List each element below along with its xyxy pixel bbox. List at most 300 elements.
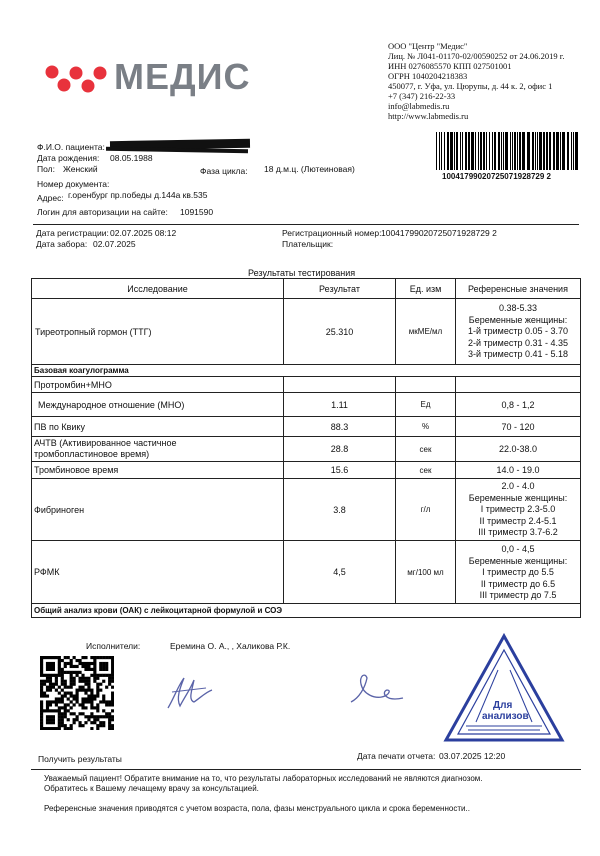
rfmk-ref-line: III триместр до 7.5 — [479, 590, 557, 600]
qr-module — [64, 709, 67, 712]
fibrinogen-ref-line: 2.0 - 4.0 — [501, 481, 535, 491]
qr-module — [58, 700, 61, 703]
qr-module — [58, 709, 61, 712]
barcode-bar — [553, 132, 555, 170]
qr-module — [58, 718, 61, 721]
qr-module — [55, 680, 58, 683]
company-email: info@labmedis.ru — [388, 101, 450, 111]
signature-1-image — [160, 668, 220, 714]
qr-module — [52, 709, 55, 712]
qr-module — [67, 727, 70, 730]
barcode-bar — [454, 132, 455, 170]
thrombin-unit: сек — [419, 465, 432, 475]
qr-module — [90, 692, 93, 695]
qr-module — [90, 700, 93, 703]
aptt-unit: сек — [419, 444, 432, 454]
section-cbc: Общий анализ крови (ОАК) с лейкоцитарной формулой и СОЭ — [34, 606, 283, 615]
qr-module — [61, 694, 64, 697]
qr-module — [78, 659, 81, 662]
barcode-image — [436, 132, 578, 170]
qr-module — [40, 686, 43, 689]
qr-module — [43, 709, 46, 712]
qr-module — [49, 709, 52, 712]
qr-module — [111, 659, 114, 662]
qr-module — [93, 662, 96, 665]
barcode-bar — [575, 132, 578, 170]
qr-module — [61, 721, 64, 724]
company-logo-text: МЕДИС — [114, 56, 251, 97]
qr-module — [87, 697, 90, 700]
tsh-ref-line: Беременные женщины: — [468, 314, 568, 325]
qr-module — [67, 703, 70, 706]
qr-module — [70, 712, 73, 715]
header-reference: Референсные значения — [468, 283, 568, 294]
qr-module — [93, 680, 96, 683]
qr-module — [105, 674, 108, 677]
qr-module — [58, 671, 61, 674]
barcode-bar — [456, 132, 458, 170]
qr-module — [73, 721, 76, 724]
qr-module — [58, 686, 61, 689]
qr-module — [52, 721, 55, 724]
fibrinogen-ref-line: I триместр 2.3-5.0 — [480, 504, 556, 514]
reg-date-label: Дата регистрации: — [36, 228, 109, 238]
rfmk-ref-line: Беременные женщины: — [468, 555, 568, 566]
qr-module — [102, 694, 105, 697]
qr-module — [46, 662, 49, 665]
qr-module — [81, 674, 84, 677]
rfmk-name: РФМК — [34, 567, 60, 577]
qr-module — [52, 727, 55, 730]
qr-code-image[interactable] — [40, 656, 114, 730]
qr-module — [111, 694, 114, 697]
qr-module — [111, 727, 114, 730]
qr-module — [46, 689, 49, 692]
thrombin-name: Тромбиновое время — [34, 465, 119, 475]
qr-module — [52, 668, 55, 671]
barcode-bar — [573, 132, 574, 170]
barcode-bar — [468, 132, 470, 170]
qr-module — [73, 712, 76, 715]
barcode-bar — [465, 132, 467, 170]
qr-module — [93, 671, 96, 674]
qr-module — [76, 692, 79, 695]
qr-module — [108, 683, 111, 686]
qr-module — [49, 656, 52, 659]
barcode-bar — [460, 132, 461, 170]
reg-number-value: 10041799020725071928729 2 — [381, 228, 497, 238]
qr-module — [76, 715, 79, 718]
qr-module — [55, 656, 58, 659]
qr-module — [90, 712, 93, 715]
rfmk-unit: мг/100 мл — [407, 567, 444, 577]
qr-module — [73, 677, 76, 680]
qr-module — [61, 715, 64, 718]
qr-module — [102, 680, 105, 683]
qr-module — [52, 656, 55, 659]
inr-ref: 0,8 - 1,2 — [501, 399, 535, 410]
patient-doc-label: Номер документа: — [37, 179, 110, 189]
qr-module — [78, 721, 81, 724]
qr-module — [90, 715, 93, 718]
qr-module — [102, 662, 105, 665]
qr-module — [96, 689, 99, 692]
qr-module — [102, 674, 105, 677]
qr-module — [108, 700, 111, 703]
qr-module — [46, 686, 49, 689]
qr-module — [84, 697, 87, 700]
qr-module — [58, 662, 61, 665]
qr-module — [84, 721, 87, 724]
thrombin-value: 15.6 — [330, 465, 349, 475]
qr-module — [40, 689, 43, 692]
qr-module — [87, 700, 90, 703]
qr-module — [87, 665, 90, 668]
qr-module — [99, 665, 102, 668]
qr-module — [99, 668, 102, 671]
qr-module — [96, 703, 99, 706]
qr-module — [87, 715, 90, 718]
qr-module — [84, 692, 87, 695]
qr-module — [105, 668, 108, 671]
qr-module — [52, 665, 55, 668]
qr-module — [81, 662, 84, 665]
qr-module — [55, 727, 58, 730]
qr-module — [102, 700, 105, 703]
stamp-text-1: Для — [493, 700, 513, 711]
qr-module — [49, 677, 52, 680]
patient-birth-value: 08.05.1988 — [110, 153, 153, 163]
notice-line-1: Уважаемый пациент! Обратите внимание на то, что результаты лабораторных исследований не являются диагнозом. — [44, 774, 483, 783]
patient-address-value: г.оренбург пр.победы д.144а кв.535 — [68, 190, 208, 200]
qr-module — [49, 680, 52, 683]
notice-line-3: Референсные значения приводятся с учетом возраста, пола, фазы менструального цикла и срока беременности.. — [44, 804, 470, 813]
qr-module — [70, 665, 73, 668]
patient-address-label: Адрес: — [37, 193, 64, 203]
qr-module — [99, 700, 102, 703]
barcode-bar — [478, 132, 479, 170]
qr-module — [49, 683, 52, 686]
qr-module — [40, 665, 43, 668]
collect-date-label: Дата забора: — [36, 239, 88, 249]
qr-module — [43, 680, 46, 683]
qr-caption: Получить результаты — [38, 754, 122, 764]
qr-module — [64, 662, 67, 665]
qr-module — [111, 715, 114, 718]
qr-module — [84, 715, 87, 718]
qr-module — [90, 703, 93, 706]
qr-module — [43, 674, 46, 677]
qr-module — [40, 712, 43, 715]
qr-module — [87, 718, 90, 721]
qr-module — [90, 656, 93, 659]
barcode-bar — [462, 132, 463, 170]
qr-module — [55, 709, 58, 712]
qr-module — [84, 662, 87, 665]
qr-module — [58, 715, 61, 718]
qr-module — [108, 721, 111, 724]
qr-module — [55, 677, 58, 680]
qr-module — [90, 662, 93, 665]
qr-module — [49, 662, 52, 665]
barcode-bar — [535, 132, 536, 170]
qr-module — [81, 680, 84, 683]
stamp-text-2: анализов — [482, 711, 529, 722]
qr-module — [105, 703, 108, 706]
qr-module — [58, 724, 61, 727]
qr-module — [111, 674, 114, 677]
qr-module — [40, 680, 43, 683]
qr-module — [52, 686, 55, 689]
qr-module — [102, 721, 105, 724]
qr-module — [61, 697, 64, 700]
qr-module — [102, 697, 105, 700]
qr-module — [111, 697, 114, 700]
barcode-bar — [439, 132, 440, 170]
qr-module — [96, 677, 99, 680]
qr-module — [43, 694, 46, 697]
qr-module — [49, 727, 52, 730]
quick-unit: % — [421, 422, 430, 431]
qr-module — [67, 656, 70, 659]
qr-module — [46, 656, 49, 659]
qr-module — [61, 724, 64, 727]
qr-module — [58, 727, 61, 730]
barcode-bar — [486, 132, 487, 170]
qr-module — [70, 700, 73, 703]
qr-module — [40, 668, 43, 671]
qr-module — [102, 724, 105, 727]
barcode-bar — [532, 132, 534, 170]
qr-module — [90, 689, 93, 692]
qr-module — [67, 697, 70, 700]
qr-module — [99, 715, 102, 718]
qr-module — [40, 727, 43, 730]
qr-module — [84, 668, 87, 671]
header-unit: Ед. изм — [409, 283, 442, 294]
qr-module — [58, 697, 61, 700]
qr-module — [111, 686, 114, 689]
qr-module — [58, 706, 61, 709]
qr-module — [64, 724, 67, 727]
qr-module — [58, 659, 61, 662]
qr-module — [105, 656, 108, 659]
qr-module — [49, 700, 52, 703]
rfmk-ref-line: I триместр до 5.5 — [482, 567, 554, 577]
qr-module — [76, 689, 79, 692]
qr-module — [49, 703, 52, 706]
qr-module — [58, 721, 61, 724]
qr-module — [73, 694, 76, 697]
qr-module — [99, 656, 102, 659]
qr-module — [84, 683, 87, 686]
quick-value: 88.3 — [330, 421, 349, 432]
qr-module — [52, 718, 55, 721]
qr-module — [64, 727, 67, 730]
thrombin-ref: 14.0 - 19.0 — [496, 465, 540, 475]
qr-module — [46, 715, 49, 718]
qr-module — [52, 674, 55, 677]
qr-module — [52, 715, 55, 718]
qr-module — [93, 659, 96, 662]
qr-module — [90, 668, 93, 671]
qr-module — [78, 712, 81, 715]
notice-line-2: Обратитесь к Вашему лечащему врачу за консультацией. — [44, 784, 259, 793]
qr-module — [111, 724, 114, 727]
qr-module — [73, 665, 76, 668]
qr-module — [58, 656, 61, 659]
patient-birth-label: Дата рождения: — [37, 153, 100, 163]
qr-module — [102, 656, 105, 659]
qr-module — [111, 700, 114, 703]
company-name: ООО "Центр "Медис" — [388, 41, 468, 51]
collect-date-value: 02.07.2025 — [93, 239, 136, 249]
barcode-bar — [519, 132, 521, 170]
qr-module — [93, 706, 96, 709]
qr-module — [49, 668, 52, 671]
barcode-bar — [498, 132, 500, 170]
qr-module — [61, 718, 64, 721]
qr-module — [84, 700, 87, 703]
triangle-stamp-image — [440, 630, 568, 748]
qr-module — [40, 721, 43, 724]
header-result: Результат — [319, 283, 360, 294]
qr-module — [93, 721, 96, 724]
qr-module — [96, 727, 99, 730]
qr-module — [70, 727, 73, 730]
qr-module — [76, 671, 79, 674]
qr-module — [96, 656, 99, 659]
qr-module — [108, 718, 111, 721]
qr-module — [90, 706, 93, 709]
qr-module — [67, 686, 70, 689]
qr-module — [73, 718, 76, 721]
qr-module — [105, 700, 108, 703]
qr-module — [90, 721, 93, 724]
qr-module — [64, 706, 67, 709]
qr-module — [40, 724, 43, 727]
qr-module — [78, 680, 81, 683]
qr-module — [90, 674, 93, 677]
print-date-label: Дата печати отчета: — [357, 751, 436, 761]
qr-module — [61, 671, 64, 674]
barcode-bar — [480, 132, 482, 170]
qr-module — [49, 715, 52, 718]
qr-module — [40, 709, 43, 712]
qr-module — [49, 686, 52, 689]
qr-module — [58, 665, 61, 668]
qr-module — [96, 686, 99, 689]
qr-module — [64, 683, 67, 686]
company-ogrn: ОГРН 1040204218383 — [388, 71, 468, 81]
tsh-ref-line: 1-й триместр 0.05 - 3.70 — [467, 326, 569, 336]
qr-module — [87, 686, 90, 689]
qr-module — [93, 718, 96, 721]
qr-module — [43, 656, 46, 659]
qr-module — [70, 671, 73, 674]
rfmk-ref — [456, 544, 580, 602]
qr-module — [61, 700, 64, 703]
aptt-name-line1: АЧТВ (Активированное частичное — [34, 438, 177, 448]
qr-module — [81, 700, 84, 703]
qr-module — [55, 674, 58, 677]
qr-module — [76, 659, 79, 662]
qr-module — [108, 703, 111, 706]
barcode-number: 10041799020725071928729 2 — [442, 172, 552, 181]
qr-module — [81, 712, 84, 715]
qr-module — [61, 712, 64, 715]
payer-label: Плательщик: — [282, 239, 334, 249]
tsh-ref-line: 3-й триместр 0.41 - 5.18 — [467, 349, 569, 359]
qr-module — [64, 686, 67, 689]
rfmk-value: 4,5 — [333, 567, 346, 577]
barcode-bar — [471, 132, 474, 170]
qr-module — [111, 677, 114, 680]
qr-module — [67, 709, 70, 712]
print-date-value: 03.07.2025 12:20 — [439, 751, 506, 761]
qr-module — [84, 656, 87, 659]
qr-module — [49, 718, 52, 721]
qr-module — [61, 680, 64, 683]
qr-module — [76, 697, 79, 700]
qr-module — [40, 692, 43, 695]
qr-module — [93, 694, 96, 697]
qr-module — [81, 677, 84, 680]
qr-module — [70, 706, 73, 709]
qr-module — [105, 665, 108, 668]
qr-module — [99, 662, 102, 665]
qr-module — [49, 674, 52, 677]
qr-module — [61, 674, 64, 677]
barcode-bar — [560, 132, 561, 170]
barcode-bar — [505, 132, 508, 170]
barcode-bar — [475, 132, 476, 170]
qr-module — [96, 709, 99, 712]
reg-date-value: 02.07.2025 08:12 — [110, 228, 177, 238]
barcode-bar — [522, 132, 525, 170]
aptt-name-line2: тромбопластиновое время) — [34, 449, 150, 459]
qr-module — [111, 709, 114, 712]
qr-module — [96, 692, 99, 695]
qr-module — [87, 662, 90, 665]
qr-module — [78, 662, 81, 665]
qr-module — [70, 692, 73, 695]
barcode-bar — [447, 132, 449, 170]
header-study: Исследование — [127, 283, 188, 294]
qr-module — [61, 659, 64, 662]
qr-module — [46, 665, 49, 668]
tsh-ref-line: 2-й триместр 0.31 - 4.35 — [467, 337, 569, 348]
qr-module — [40, 683, 43, 686]
qr-module — [81, 656, 84, 659]
qr-module — [81, 697, 84, 700]
qr-module — [46, 703, 49, 706]
qr-module — [93, 677, 96, 680]
qr-module — [76, 674, 79, 677]
qr-module — [73, 680, 76, 683]
barcode-bar — [503, 132, 504, 170]
barcode-bar — [492, 132, 493, 170]
barcode-bar — [441, 132, 442, 170]
qr-module — [96, 674, 99, 677]
fibrinogen-ref-line: II триместр 2.4-5.1 — [479, 515, 557, 526]
qr-module — [111, 692, 114, 695]
company-website: http://www.labmedis.ru — [388, 111, 469, 121]
qr-module — [84, 706, 87, 709]
barcode-bar — [537, 132, 538, 170]
qr-module — [108, 712, 111, 715]
barcode-bar — [444, 132, 445, 170]
